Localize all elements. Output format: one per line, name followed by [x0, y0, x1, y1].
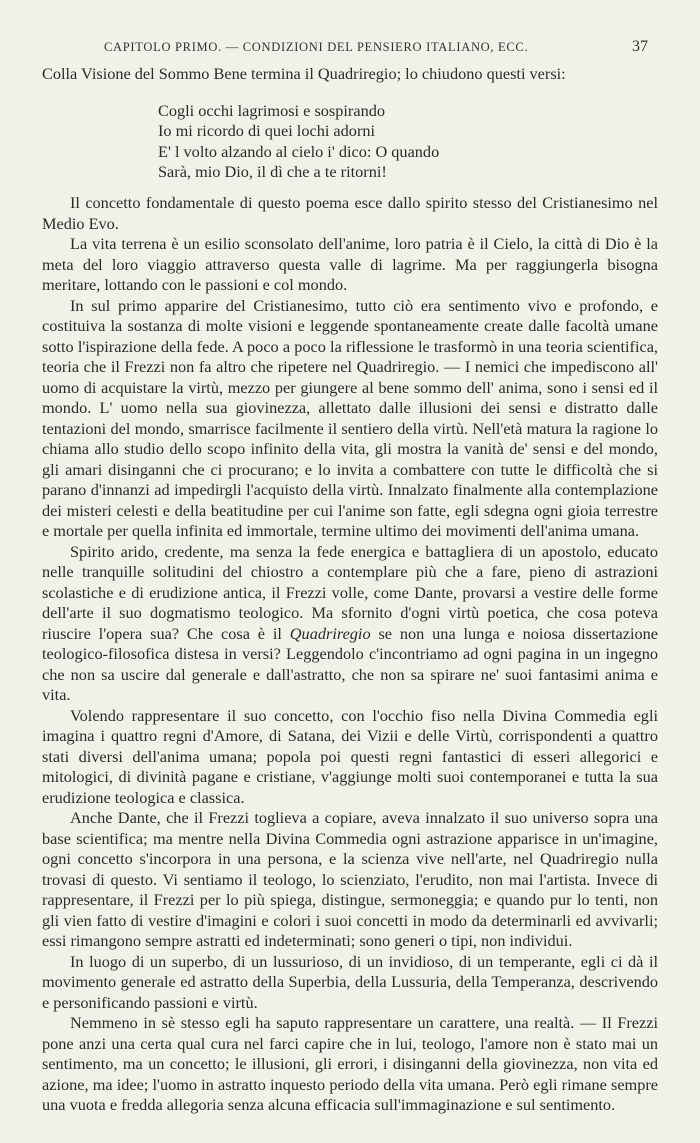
verse-line: Io mi ricordo di quei lochi adorni [158, 121, 376, 141]
paragraph: Il concetto fondamentale di questo poema esce dallo spirito stesso del Cristianesimo nel Medio Evo. [42, 193, 658, 233]
verse-line: E' l volto alzando al cielo i' dico: O quando [158, 141, 440, 161]
verse-quote [158, 101, 439, 182]
paragraph: Anche Dante, che il Frezzi toglieva a copiare, aveva innalzato il suo universo sopra una base scientifica; ma mentre nella Divina Commedia ogni astrazione apparisce in un'imagine, ogni concetto s'incorpora in una persona, e la scienza vive nell'arte, nel Quadriregio nulla trovasi di questo. Vi sentiamo il teologo, lo scienziato, l'erudito, non mai l'artista. Invece di rappresentare, il Frezzi per lo più spiega, distingue, sermoneggia; e quando pur lo tenti, non gli vien fatto di vestire d'imagini e colori i suoi concetti in modo da determinarli ed avvivarli; essi rimangono sempre astratti ed indeterminati; sono generi o tipi, non individui. [42, 808, 658, 950]
running-header [0, 40, 700, 62]
page-number: 37 [632, 38, 648, 55]
paragraph: Nemmeno in sè stesso egli ha saputo rappresentare un carattere, una realtà. — Il Frezzi pone anzi una certa qual cura nel farci capire che in lui, teologo, l'amore non è stato mai un sentimento, ma un concetto; le illusioni, gli errori, i disinganni della giovinezza, non vita ed azione, ma idee; l'uomo in astratto inquesto periodo della vita umana. Però egli rimane sempre una vuota e fredda allegoria senza alcuna efficacia sull'immaginazione e sul sentimento. [42, 1013, 658, 1114]
paragraph-text: Spirito arido, credente, ma senza la fede energica e battagliera di un apostolo, educato nelle tranquille solitudini del chiostro a contemplare più che a fare, pieno di astrazioni scolastiche e di erudizione antica, il Frezzi volle, come Dante, provarsi a vestire delle forme dell'arte il suo dogmatismo teologico. Ma sfornito d'ogni virtù poetica, che cosa poteva riuscire l'opera sua? Che cosa è il [42, 541, 658, 643]
paragraph-text: se non una lunga e noiosa dissertazione teologico-filosofica distesa in versi? Leggendolo c'incontriamo ad ogni pagina in un ingegno che non sa uscire dal generale e dall'astratto, che non sa spirare ne' suoi fantasimi anima e vita. [42, 623, 658, 704]
paragraph: In luogo di un superbo, di un lussurioso, di un invidioso, di un temperante, egli ci dà il movimento generale ed astratto della Superbia, della Lussuria, della Temperanza, descrivendo e personificando passioni e virtù. [42, 951, 658, 1012]
paragraph: Volendo rappresentare il suo concetto, con l'occhio fiso nella Divina Commedia egli imagina i quattro regni d'Amore, di Satana, dei Vizii e delle Virtù, corrispondenti a quattro stati diversi dell'anima umana; popola poi questi regni fantastici di esseri allegorici e mitologici, di divinità pagane e cristiane, v'aggiunge molti suoi contemporanei e tutta la sua erudizione teologica e classica. [42, 705, 658, 807]
work-title: Quadriregio [289, 623, 371, 643]
paragraph: La vita terrena è un esilio sconsolato dell'anime, loro patria è il Cielo, la città di Dio è la meta del loro viaggio attraverso questa valle di lagrime. Ma per raggiungerla bisogna meritare, lottando con le passioni e col mondo. [42, 234, 658, 294]
verse-line: Cogli occhi lagrimosi e sospirando [158, 101, 385, 120]
paragraph: In sul primo apparire del Cristianesimo, tutto ciò era sentimento vivo e profondo, e costituiva la sostanza di molte visioni e leggende spontaneamente create dalle facoltà umane sotto l'ispirazione della fede. A poco a poco la riflessione le trasformò in una teoria scientifica, teoria che il Frezzi non fa altro che ripetere nel Quadriregio. — I nemici che impediscono all' uomo di acquistare la virtù, mezzo per giungere al bene sommo dell' anima, sono i sensi ed il mondo. L' uomo nella sua giovinezza, allettato dalle illusioni dei sensi e distratto dalle tentazioni del mondo, smarrisce facilmente il sentiero della virtù. Nell'età matura la ragione lo chiama allo studio dello scopo infinito della vita, gli mostra la vanità de' sensi e del mondo, gli amari disinganni che ci procurano; e lo invita a combattere con tutte le difficoltà che si parano d'innanzi ad impedirgli l'acquisto della virtù. Innalzato finalmente alla contemplazione dei misteri celesti e della beatitudine per cui l'anime son fatte, egli sdegna ogni gioia terrestre e mortale per quella infinita ed immortale, termine ultimo dei movimenti dell'anima umana. [42, 295, 658, 540]
intro-line: Colla Visione del Sommo Bene termina il Quadriregio; lo chiudono questi versi: [42, 64, 566, 83]
paragraph [42, 542, 658, 706]
body-text [42, 193, 658, 1116]
chapter-title: CAPITOLO PRIMO. — CONDIZIONI DEL PENSIERO ITALIANO, ECC. [104, 40, 529, 54]
verse-line: Sarà, mio Dio, il dì che a te ritorni! [158, 161, 387, 181]
